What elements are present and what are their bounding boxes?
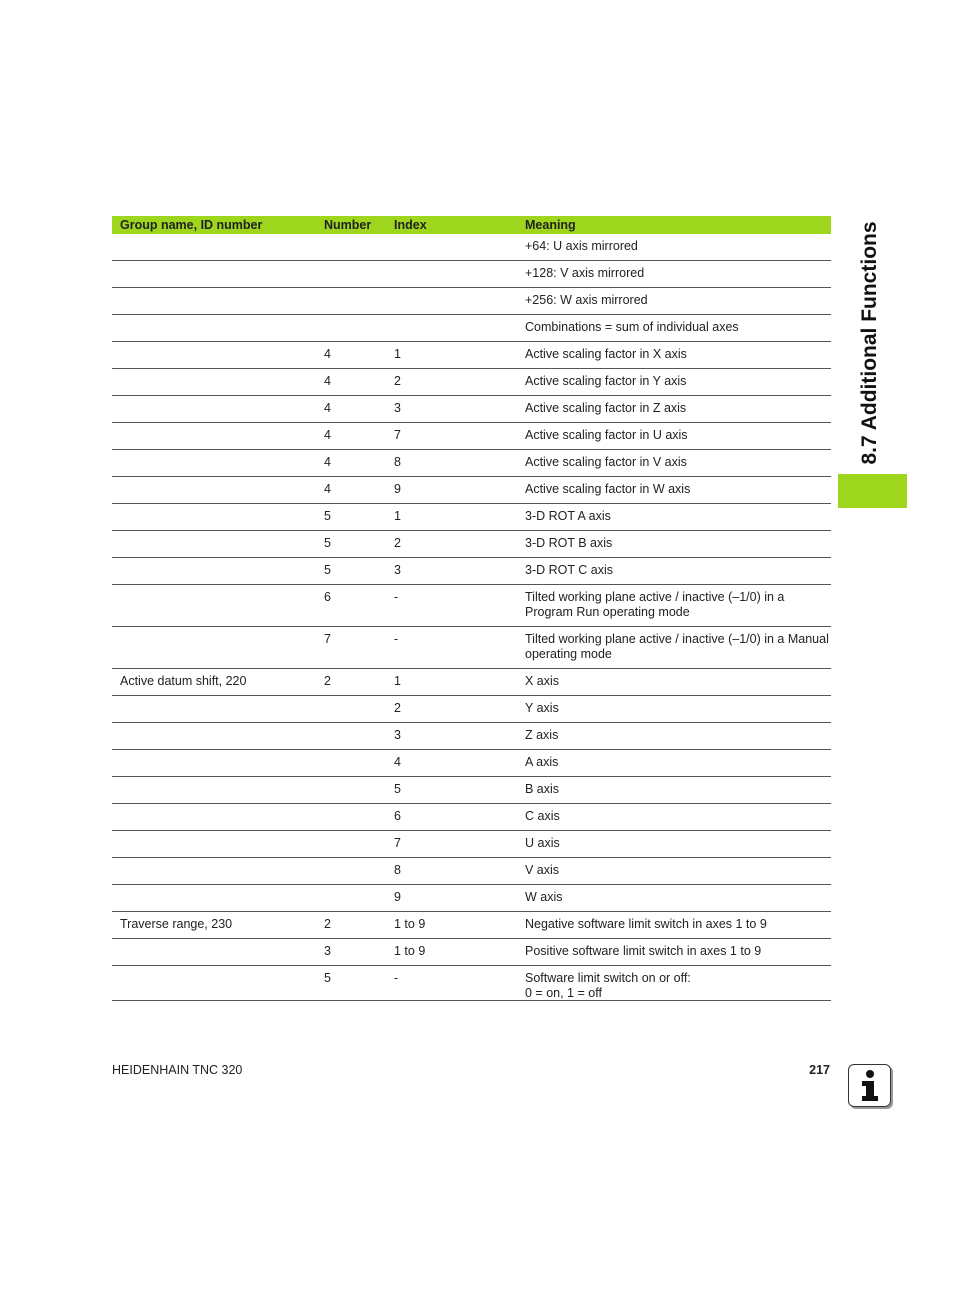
table-row [112,234,831,261]
cell-meaning: +256: W axis mirrored [517,288,831,315]
cell-index: 3 [386,558,517,585]
table-row [112,261,831,288]
cell-number [316,261,386,288]
cell-meaning: Active scaling factor in Y axis [517,369,831,396]
cell-index [386,261,517,288]
cell-number [316,750,386,777]
table-row [112,531,831,558]
cell-number: 4 [316,423,386,450]
cell-group-name [112,966,316,1001]
table-row [112,669,831,696]
table-row [112,831,831,858]
cell-meaning: Active scaling factor in Z axis [517,396,831,423]
table-row [112,558,831,585]
cell-number [316,858,386,885]
table-row [112,723,831,750]
cell-meaning: Tilted working plane active / inactive (–1/0) in a Program Run operating mode [517,585,831,627]
cell-index [386,234,517,261]
table-row [112,858,831,885]
cell-number: 5 [316,531,386,558]
table-row [112,477,831,504]
cell-number: 2 [316,669,386,696]
cell-number [316,696,386,723]
table-row [112,342,831,369]
cell-index: 1 [386,504,517,531]
cell-index [386,288,517,315]
header-number: Number [316,216,386,234]
cell-number: 3 [316,939,386,966]
cell-index: 9 [386,885,517,912]
cell-number: 2 [316,912,386,939]
cell-index: 8 [386,450,517,477]
cell-index: 7 [386,831,517,858]
cell-group-name [112,450,316,477]
cell-meaning: Z axis [517,723,831,750]
cell-index: 4 [386,750,517,777]
cell-meaning: 3-D ROT B axis [517,531,831,558]
cell-number: 4 [316,396,386,423]
cell-group-name [112,696,316,723]
table-row [112,804,831,831]
cell-group-name [112,396,316,423]
cell-meaning: C axis [517,804,831,831]
parameter-table [112,216,831,1001]
table-header-row [112,216,831,234]
cell-number [316,315,386,342]
cell-index: - [386,966,517,1001]
table-row [112,966,831,1001]
cell-index: - [386,585,517,627]
cell-meaning: A axis [517,750,831,777]
cell-meaning: Software limit switch on or off: 0 = on, 1 = off [517,966,831,1001]
cell-meaning: +64: U axis mirrored [517,234,831,261]
cell-number [316,804,386,831]
cell-group-name [112,423,316,450]
cell-number [316,234,386,261]
cell-meaning: +128: V axis mirrored [517,261,831,288]
cell-index: 3 [386,396,517,423]
table-row [112,939,831,966]
info-icon-glyph [849,1065,889,1105]
cell-number: 5 [316,558,386,585]
cell-index: - [386,627,517,669]
cell-group-name [112,504,316,531]
cell-group-name [112,885,316,912]
section-title-vertical [838,208,902,478]
table-row [112,450,831,477]
cell-index: 5 [386,777,517,804]
table-row [112,627,831,669]
cell-group-name [112,315,316,342]
cell-index: 2 [386,369,517,396]
cell-meaning: Active scaling factor in X axis [517,342,831,369]
info-icon [848,1064,891,1107]
table-row [112,912,831,939]
cell-meaning: Y axis [517,696,831,723]
cell-index: 2 [386,531,517,558]
cell-number: 5 [316,504,386,531]
cell-group-name [112,558,316,585]
footer-product-name: HEIDENHAIN TNC 320 [112,1063,243,1077]
cell-index [386,315,517,342]
cell-meaning: Active scaling factor in V axis [517,450,831,477]
table-row [112,777,831,804]
cell-group-name [112,831,316,858]
cell-index: 8 [386,858,517,885]
cell-meaning: Active scaling factor in W axis [517,477,831,504]
header-group-name: Group name, ID number [112,216,316,234]
table-body [112,234,831,1001]
table-row [112,696,831,723]
cell-number [316,288,386,315]
cell-number [316,777,386,804]
cell-meaning: W axis [517,885,831,912]
cell-group-name [112,585,316,627]
cell-number [316,723,386,750]
cell-meaning: Active scaling factor in U axis [517,423,831,450]
cell-number [316,885,386,912]
cell-index: 1 [386,342,517,369]
cell-meaning: U axis [517,831,831,858]
cell-group-name [112,369,316,396]
section-tab-marker [838,474,907,508]
table-row [112,504,831,531]
cell-index: 7 [386,423,517,450]
header-meaning: Meaning [517,216,831,234]
cell-group-name [112,858,316,885]
table-row [112,585,831,627]
cell-group-name: Active datum shift, 220 [112,669,316,696]
cell-number: 4 [316,342,386,369]
cell-group-name [112,531,316,558]
cell-meaning: B axis [517,777,831,804]
cell-group-name: Traverse range, 230 [112,912,316,939]
table-row [112,369,831,396]
cell-meaning: 3-D ROT C axis [517,558,831,585]
header-index: Index [386,216,517,234]
cell-number: 7 [316,627,386,669]
table-row [112,423,831,450]
table-row [112,288,831,315]
cell-group-name [112,723,316,750]
cell-number: 5 [316,966,386,1001]
cell-meaning: Tilted working plane active / inactive (–1/0) in a Manual operating mode [517,627,831,669]
table-row [112,396,831,423]
cell-group-name [112,261,316,288]
table-row [112,885,831,912]
cell-number: 4 [316,369,386,396]
cell-group-name [112,777,316,804]
cell-group-name [112,342,316,369]
cell-index: 3 [386,723,517,750]
page-number: 217 [809,1063,830,1077]
cell-meaning: V axis [517,858,831,885]
cell-group-name [112,288,316,315]
cell-number: 4 [316,450,386,477]
cell-number: 6 [316,585,386,627]
cell-index: 1 to 9 [386,912,517,939]
cell-index: 1 [386,669,517,696]
table-row [112,315,831,342]
cell-group-name [112,234,316,261]
cell-meaning: Negative software limit switch in axes 1 to 9 [517,912,831,939]
cell-meaning: 3-D ROT A axis [517,504,831,531]
cell-group-name [112,750,316,777]
cell-number: 4 [316,477,386,504]
cell-index: 6 [386,804,517,831]
cell-index: 9 [386,477,517,504]
cell-group-name [112,804,316,831]
cell-number [316,831,386,858]
cell-index: 1 to 9 [386,939,517,966]
cell-meaning: Combinations = sum of individual axes [517,315,831,342]
cell-group-name [112,627,316,669]
cell-group-name [112,477,316,504]
cell-index: 2 [386,696,517,723]
cell-meaning: Positive software limit switch in axes 1 to 9 [517,939,831,966]
section-title: 8.7 Additional Functions [858,221,881,465]
cell-meaning: X axis [517,669,831,696]
table-row [112,750,831,777]
cell-group-name [112,939,316,966]
